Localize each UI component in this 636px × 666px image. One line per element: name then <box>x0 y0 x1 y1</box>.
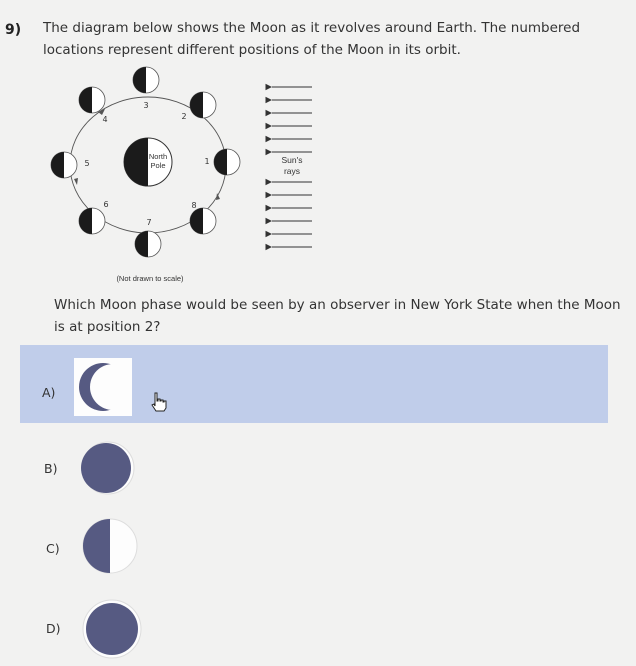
svg-text:2: 2 <box>181 112 187 121</box>
svg-text:3: 3 <box>143 101 149 110</box>
svg-text:8: 8 <box>191 201 197 210</box>
sun-label: Sun's <box>281 155 303 165</box>
svg-text:4: 4 <box>102 115 108 124</box>
orbit-arrow <box>216 193 220 200</box>
choice-a[interactable] <box>20 345 608 423</box>
choice-b[interactable] <box>0 428 636 506</box>
diagram-note: (Not drawn to scale) <box>116 274 184 283</box>
question-number: 9) <box>5 22 22 38</box>
half-moon-icon <box>80 516 140 576</box>
svg-text:6: 6 <box>103 200 109 209</box>
full-moon-icon <box>80 597 144 661</box>
choice-c[interactable] <box>0 508 636 586</box>
earth-icon <box>124 138 172 186</box>
moon-orbit-diagram <box>40 60 330 290</box>
question-text: The diagram below shows the Moon as it revolves around Earth. The numbered locations represent different positions of the Moon in its orbit. <box>43 20 581 58</box>
moon-position-4 <box>79 87 108 124</box>
moon-position-3 <box>133 67 159 110</box>
question-prompt: Which Moon phase would be seen by an observer in New York State when the Moon is at position 2? <box>54 297 621 335</box>
svg-text:1: 1 <box>204 157 210 166</box>
sun-label: rays <box>283 166 301 176</box>
earth-label: North <box>148 152 168 161</box>
moon-position-1 <box>204 149 240 175</box>
choice-d[interactable] <box>0 588 636 666</box>
moon-position-5 <box>51 152 90 178</box>
hand-cursor-icon <box>150 392 168 412</box>
moon-position-2 <box>181 92 216 121</box>
choice-b-label: B) <box>44 461 58 476</box>
svg-text:5: 5 <box>84 159 90 168</box>
orbit-arrow <box>74 178 78 185</box>
moon-position-7 <box>135 218 161 257</box>
svg-text:7: 7 <box>146 218 152 227</box>
choice-c-label: C) <box>46 541 60 556</box>
waning-crescent-moon-icon <box>74 358 132 416</box>
choice-d-label: D) <box>46 621 61 636</box>
moon-position-8 <box>190 201 216 234</box>
earth-label: Pole <box>150 161 166 170</box>
gibbous-moon-icon <box>80 440 136 496</box>
choice-a-label: A) <box>42 385 56 400</box>
moon-position-6 <box>79 200 109 234</box>
